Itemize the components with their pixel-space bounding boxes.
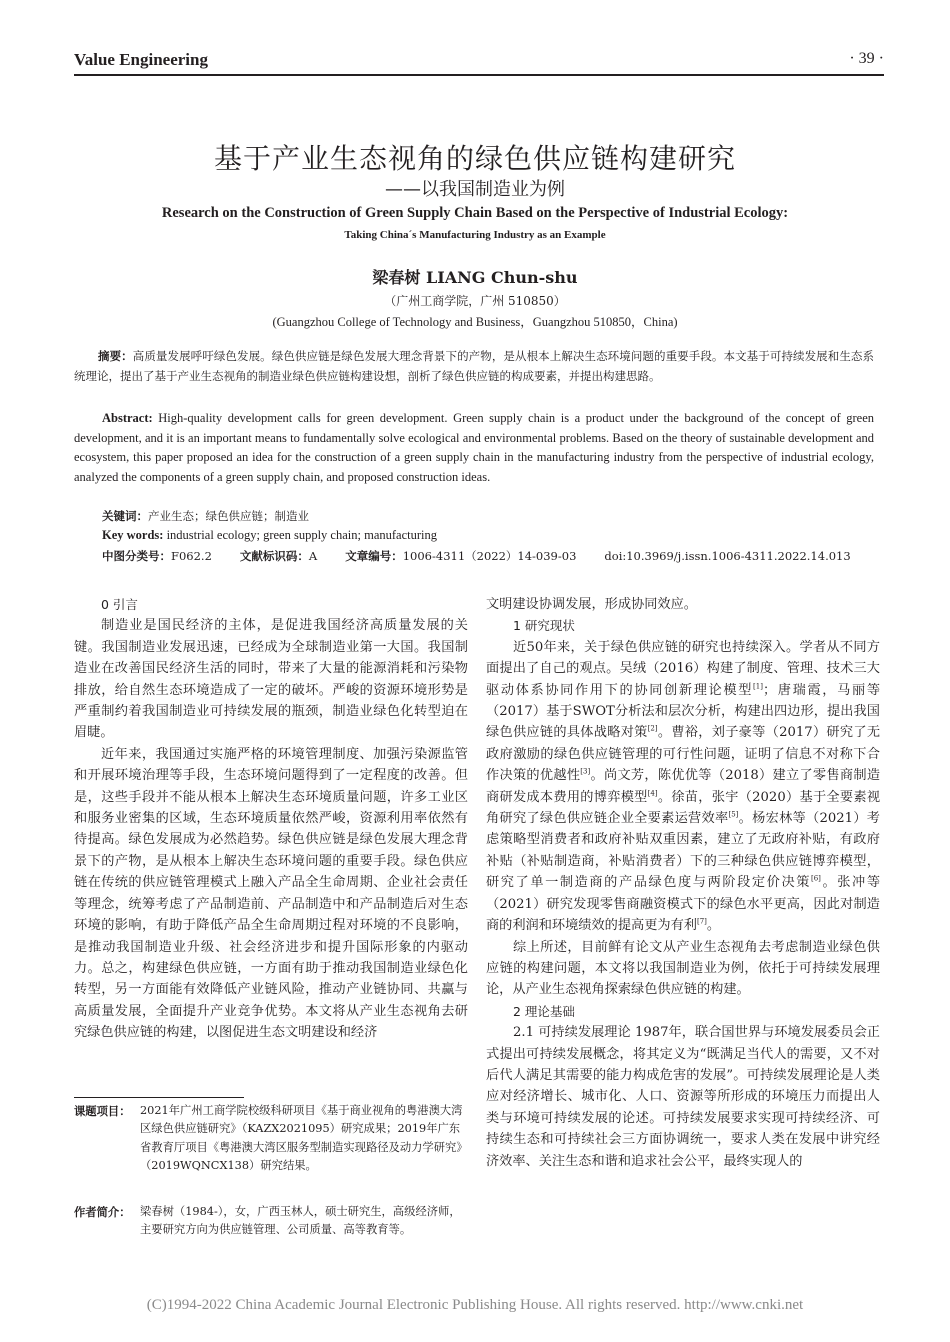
affiliation-cn: （广州工商学院，广州 510850） — [384, 294, 566, 308]
paragraph: 文明建设协调发展，形成协同效应。 — [486, 597, 697, 612]
keywords-cn-text: 产业生态；绿色供应链；制造业 — [148, 509, 309, 523]
paragraph — [486, 637, 880, 937]
keywords-cn-label: 关键词： — [102, 509, 148, 523]
header-rule — [74, 74, 884, 76]
footnote-author-label: 作者简介： — [74, 1205, 131, 1219]
paragraph: 制造业是国民经济的主体，是促进我国经济高质量发展的关键。我国制造业发展迅速，已经成为全球制造业第一大国。我国制造业在改善国民经济生活的同时，带来了大量的能源消耗和污染物排放，给自然生态环境造成了一定的破坏。严峻的资源环境形势是严重制约着我国制造业可持续发展的瓶颈，制造业绿色化转型迫在眉睫。 — [74, 618, 468, 741]
clc-label: 中图分类号： — [102, 549, 171, 563]
keywords-en-text: industrial ecology; green supply chain; manufacturing — [166, 528, 437, 542]
keywords-cn — [102, 508, 309, 524]
keywords-en-label: Key words: — [102, 528, 164, 542]
footnote-rule — [74, 1097, 244, 1098]
abstract-cn-text: 高质量发展呼吁绿色发展。绿色供应链是绿色发展大理念背景下的产物，是从根本上解决生态环境问题的重要手段。本文基于可持续发展和生态系统理论，提出了基于产业生态视角的制造业绿色供应链构建设想，剖析了绿色供应链的构成要素，并提出构建思路。 — [74, 349, 874, 383]
clc-value: F062.2 — [171, 549, 212, 563]
copyright-watermark: (C)1994-2022 China Academic Journal Electronic Publishing House. All rights reserved. http://www.cnki.net — [146, 1297, 804, 1313]
footnote-project — [74, 1102, 468, 1175]
citation: [5] — [728, 810, 739, 819]
paragraph: 近年来，我国通过实施严格的环境管理制度、加强污染源监管和开展环境治理等手段，生态环境问题得到了一定程度的改善。但是，这些手段并不能从根本上解决生态环境质量问题，许多工业区和服务业密集的区域，生态环境质量依然严峻，资源利用率依然有待提高。绿色发展成为必然趋势。绿色供应链是绿色发展大理念背景下的产物，是从根本上解决生态环境问题的重要手段。绿色供应链在传统的供应链管理模式上融入产品全生命周期、企业社会责任等理念，统筹考虑了产品制造前、产品制造中和产品制造后对生态环境的影响，有助于降低产品全生命周期过程对环境的不良影响，是推动我国制造业升级、社会经济进步和提升国际形象的内驱动力。总之，构建绿色供应链，一方面有助于推动我国制造业绿色化转型，另一方面能有效降低产业链风险，推动产业链协同、共赢与高质量发展，全面提升产业竞争优势。本文将从产业生态视角去研究绿色供应链的构建，以图促进生态文明建设和经济 — [74, 746, 468, 1041]
paper-subtitle: ——以我国制造业为例 — [385, 179, 565, 200]
paragraph: 综上所述，目前鲜有论文从产业生态视角去考虑制造业绿色供应链的构建问题，本文将以我国制造业为例，依托于可持续发展理论，从产业生态视角探索绿色供应链的构建。 — [486, 939, 880, 998]
classification-line — [102, 548, 851, 564]
doc-code-value: A — [308, 549, 318, 563]
text-run: 。 — [706, 918, 721, 934]
citation: [7] — [697, 917, 707, 926]
section-heading-introduction: 0 引言 — [101, 597, 138, 612]
article-no-label: 文章编号： — [345, 549, 403, 563]
paper-title: 基于产业生态视角的绿色供应链构建研究 — [213, 142, 736, 175]
author-name: 梁春树 LIANG Chun-shu — [372, 268, 578, 287]
citation: [4] — [647, 789, 658, 798]
affiliation-en: (Guangzhou College of Technology and Business，Guangzhou 510850，China) — [272, 315, 678, 329]
footnote-author-text: 梁春树（1984-），女，广西玉林人，硕士研究生，高级经济师，主要研究方向为供应链管理、公司质量、高等教育等。 — [140, 1205, 461, 1237]
footnote-project-text: 2021年广州工商学院校级科研项目《基于商业视角的粤港澳大湾区绿色供应链研究》（KAZX2021095）研究成果；2019年广东省教育厅项目《粤港澳大湾区服务型制造实现路径及动力学研究》（2019WQNCX138）研究结果。 — [140, 1104, 468, 1172]
text-run: 。徐苗，张宇（2020）基于全要素视角研究了绿色供应链企业全要素运营效率 — [486, 789, 881, 827]
paragraph: 2.1 可持续发展理论 1987年，联合国世界与环境发展委员会正式提出可持续发展概念，将其定义为“既满足当代人的需要，又不对后代人满足其需要的能力构成危害的发展”。可持续发展理论是人类应对经济增长、城市化、人口、资源等所形成的环境压力而提出人类与环境可持续发展的论述。可持续发展要求实现可持续经济、可持续生态和可持续社会三方面协调统一，要求人类在发展中讲究经济效率、关注生态和谐和追求社会公平，最终实现人的 — [486, 1025, 880, 1169]
paper-subtitle-en: Taking China´s Manufacturing Industry as an Example — [344, 229, 606, 241]
abstract-cn — [74, 347, 874, 386]
text-run: 近50年来，关于绿色供应链的研究也持续深入。学者从不同方面提出了自己的观点。吴绒（2016）构建了制度、管理、技术三大驱动体系协同作用下的协同创新理论模型 — [486, 639, 880, 698]
keywords-en — [102, 528, 437, 543]
citation: [1] — [753, 682, 763, 691]
text-run: 。曹裕，刘子豪等（2017）研究了无政府激励的绿色供应链管理的可行性问题，证明了信息不对称下合作决策的优越性 — [486, 725, 881, 784]
page-number: · 39 · — [849, 50, 884, 67]
text-run: 。杨宏林等（2021）考虑策略型消费者和政府补贴双重因素，建立了无政府补贴，有政府补贴（补贴制造商，补贴消费者）下的三种绿色供应链博弈模型，研究了单一制造商的产品绿色度与两阶段定价决策 — [486, 811, 880, 891]
paper-title-en: Research on the Construction of Green Supply Chain Based on the Perspective of Industrial Ecology: — [161, 205, 789, 221]
text-run: 。张冲等（2021）研究发现零售商融资模式下的绿色水平更高，因此对制造商的利润和环境绩效的提高更为有利 — [486, 875, 881, 934]
text-run: ；唐瑞霞，马丽等（2017）基于SWOT分析法和层次分析，构建出四边形，提出我国绿色供应链的具体战略对策 — [486, 682, 881, 741]
section-heading-research-status: 1 研究现状 — [513, 618, 575, 634]
body-right-column — [486, 594, 880, 1172]
section-heading-theory: 2 理论基础 — [513, 1003, 575, 1019]
text-run: 。尚文芳，陈优优等（2018）建立了零售商制造商研发成本费用的博弈模型 — [486, 768, 881, 805]
journal-name: Value Engineering — [74, 50, 208, 69]
abstract-en-text: High-quality development calls for green development. Green supply chain is a product under the background of the concept of green development, and it is an important means to fundamentally solve ecological and environmental problems. Based on the theory of sustainable development and ecosystem, this paper proposed an idea for the construction of a green supply chain in the manufacturing industry from the perspective of industrial ecology, analyzed the components of a green supply chain, and proposed construction ideas. — [74, 411, 874, 485]
citation: [6] — [811, 874, 821, 883]
doi: doi:10.3969/j.issn.1006-4311.2022.14.013 — [604, 549, 851, 563]
citation: [2] — [647, 725, 658, 734]
abstract-en — [74, 409, 874, 488]
citation: [3] — [580, 767, 591, 776]
footnote-project-label: 课题项目： — [74, 1104, 131, 1118]
doc-code-label: 文献标识码： — [239, 549, 309, 563]
footnote-author — [74, 1203, 468, 1240]
abstract-en-label: Abstract: — [102, 411, 153, 425]
body-left-column — [74, 594, 468, 1044]
abstract-cn-label: 摘要： — [98, 349, 133, 363]
article-no-value: 1006-4311（2022）14-039-03 — [402, 549, 577, 563]
